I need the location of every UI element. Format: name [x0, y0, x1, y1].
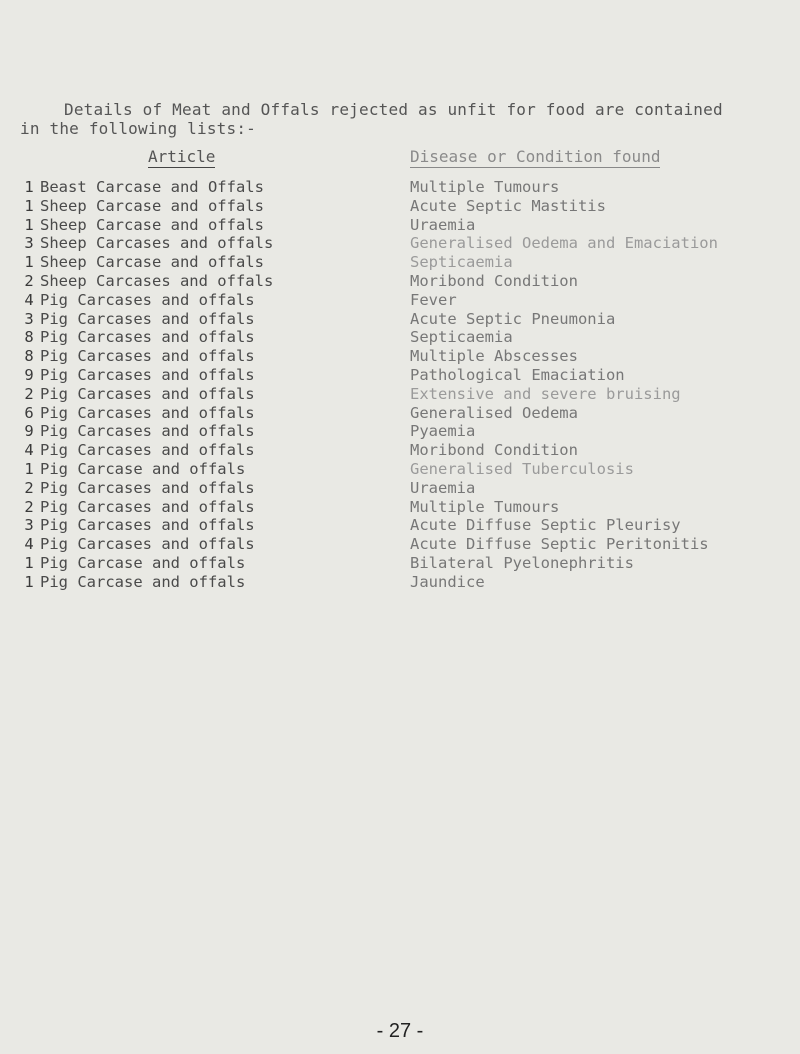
intro-line-1: Details of Meat and Offals rejected as unfit for food are contained: [64, 100, 723, 119]
article-text: Sheep Carcase and offals: [40, 196, 264, 215]
quantity: 8: [24, 347, 34, 366]
disease-text: Generalised Oedema and Emaciation: [410, 234, 718, 253]
disease-text: Pathological Emaciation: [410, 365, 625, 384]
article-text: Pig Carcase and offals: [40, 572, 246, 591]
quantity: 1: [24, 215, 34, 234]
disease-column-header: [410, 147, 660, 168]
list-item: [0, 573, 800, 592]
disease-text: Acute Septic Pneumonia: [410, 309, 616, 328]
article-text: Pig Carcases and offals: [40, 478, 255, 497]
article-text: Pig Carcases and offals: [40, 365, 255, 384]
article-text: Pig Carcases and offals: [40, 535, 255, 554]
article-text: Pig Carcases and offals: [40, 347, 255, 366]
disease-text: Septicaemia: [410, 253, 513, 272]
quantity: 2: [24, 497, 34, 516]
article-text: Pig Carcases and offals: [40, 516, 255, 535]
article-text: Sheep Carcases and offals: [40, 271, 274, 290]
article-text: Beast Carcase and Offals: [40, 178, 264, 196]
article-text: Pig Carcase and offals: [40, 459, 246, 478]
quantity: 9: [24, 422, 34, 441]
page-number: - 27 -: [376, 1020, 424, 1042]
article-column-header: [148, 147, 215, 168]
quantity: 2: [24, 478, 34, 497]
quantity: 3: [24, 309, 34, 328]
list-item: [0, 272, 800, 291]
disease-text: Extensive and severe bruising: [410, 384, 681, 403]
article-text: Pig Carcases and offals: [40, 441, 255, 460]
disease-text: Fever: [410, 290, 457, 309]
disease-text: Moribond Condition: [410, 441, 578, 460]
quantity: 2: [24, 271, 34, 290]
list-item: [0, 366, 800, 385]
list-item: [0, 310, 800, 329]
disease-text: Multiple Tumours: [410, 497, 560, 516]
intro-line-2: in the following lists:-: [20, 119, 256, 138]
list-item: [0, 234, 800, 253]
article-text: Pig Carcases and offals: [40, 497, 255, 516]
article-header-label: Article: [148, 147, 216, 166]
article-text: Pig Carcases and offals: [40, 403, 255, 422]
quantity: 1: [24, 178, 34, 196]
quantity: 3: [24, 234, 34, 253]
disease-text: Multiple Tumours: [410, 178, 560, 196]
list-item: [0, 535, 800, 554]
list-item: [0, 347, 800, 366]
quantity: 9: [24, 365, 34, 384]
quantity: 4: [24, 535, 34, 554]
article-text: Pig Carcases and offals: [40, 328, 255, 347]
article-text: Pig Carcases and offals: [40, 384, 255, 403]
intro-paragraph: [20, 100, 723, 138]
rejection-list: [0, 178, 800, 592]
list-item: [0, 253, 800, 272]
quantity: 1: [24, 253, 34, 272]
list-item: [0, 479, 800, 498]
list-item: [0, 291, 800, 310]
disease-text: Multiple Abscesses: [410, 347, 578, 366]
list-item: [0, 328, 800, 347]
disease-text: Jaundice: [410, 572, 485, 591]
disease-text: Uraemia: [410, 215, 476, 234]
disease-text: Acute Diffuse Septic Peritonitis: [410, 535, 709, 554]
quantity: 3: [24, 516, 34, 535]
list-item: [0, 197, 800, 216]
disease-text: Generalised Oedema: [410, 403, 578, 422]
article-text: Sheep Carcase and offals: [40, 215, 264, 234]
quantity: 6: [24, 403, 34, 422]
article-text: Sheep Carcase and offals: [40, 253, 264, 272]
list-item: [0, 460, 800, 479]
disease-text: Acute Septic Mastitis: [410, 196, 606, 215]
list-item: [0, 441, 800, 460]
article-text: Pig Carcase and offals: [40, 553, 246, 572]
article-text: Pig Carcases and offals: [40, 309, 255, 328]
list-item: [0, 178, 800, 197]
disease-text: Septicaemia: [410, 328, 513, 347]
list-item: [0, 554, 800, 573]
disease-text: Bilateral Pyelonephritis: [410, 553, 634, 572]
quantity: 4: [24, 441, 34, 460]
disease-text: Acute Diffuse Septic Pleurisy: [410, 516, 681, 535]
disease-text: Generalised Tuberculosis: [410, 459, 634, 478]
list-item: [0, 404, 800, 423]
quantity: 1: [24, 459, 34, 478]
quantity: 1: [24, 553, 34, 572]
article-text: Pig Carcases and offals: [40, 290, 255, 309]
disease-text: Pyaemia: [410, 422, 476, 441]
quantity: 8: [24, 328, 34, 347]
quantity: 1: [24, 196, 34, 215]
disease-header-label: Disease or Condition found: [410, 147, 661, 166]
list-item: [0, 216, 800, 235]
article-text: Pig Carcases and offals: [40, 422, 255, 441]
disease-text: Uraemia: [410, 478, 476, 497]
quantity: 1: [24, 572, 34, 591]
quantity: 2: [24, 384, 34, 403]
article-text: Sheep Carcases and offals: [40, 234, 274, 253]
quantity: 4: [24, 290, 34, 309]
list-item: [0, 516, 800, 535]
list-item: [0, 498, 800, 517]
list-item: [0, 385, 800, 404]
list-item: [0, 422, 800, 441]
disease-text: Moribond Condition: [410, 271, 578, 290]
